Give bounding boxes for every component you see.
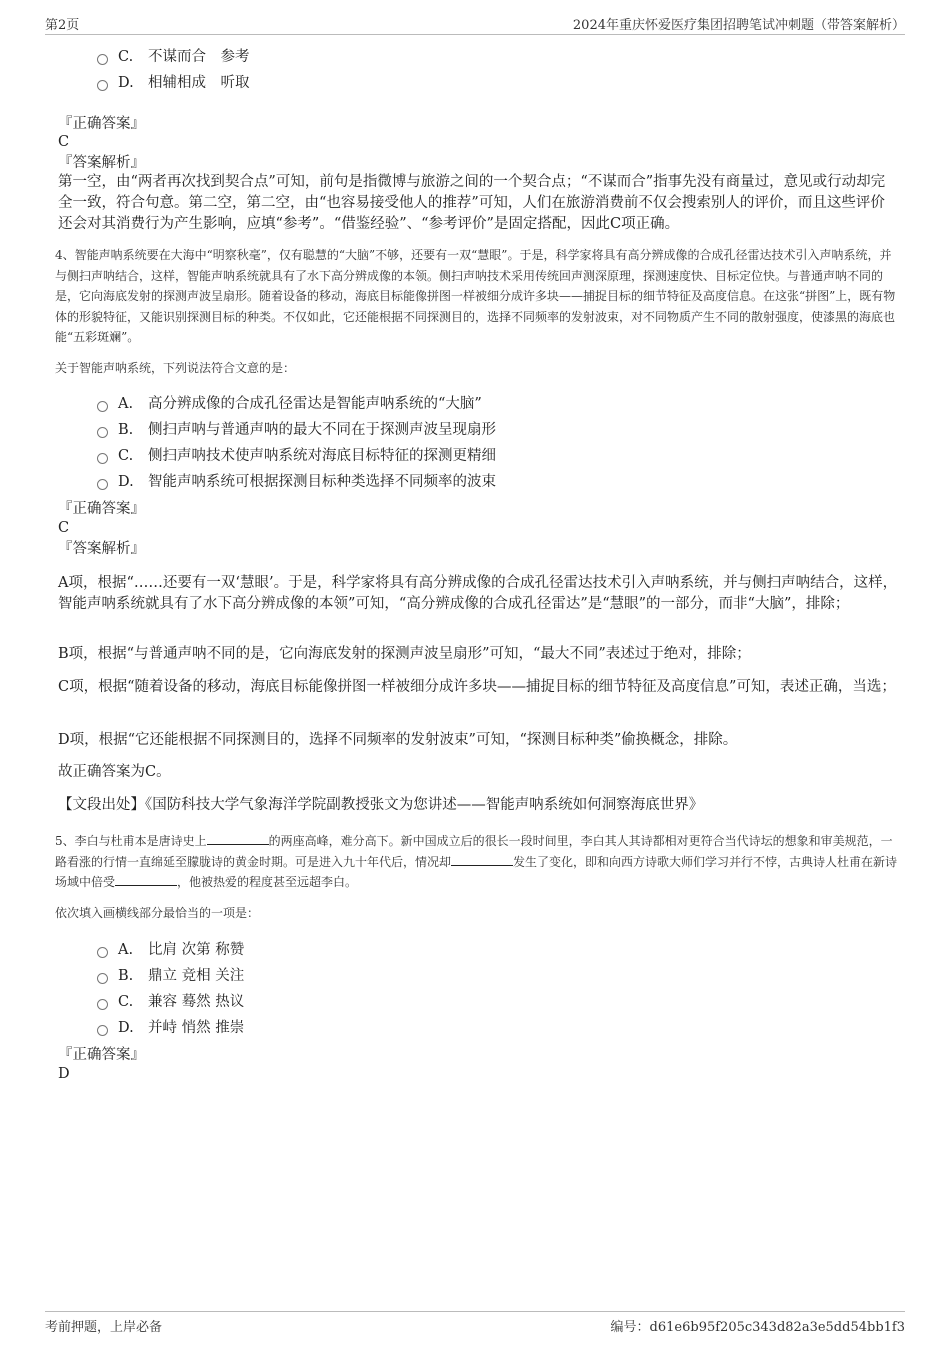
q5-option-a[interactable]: A. 比肩 次第 称赞 [97,940,244,960]
q4-question: 关于智能声呐系统，下列说法符合文意的是： [55,361,296,375]
radio-icon[interactable] [97,1025,108,1036]
q3-analysis: 第一空，由“两者再次找到契合点”可知，前句是指微博与旅游之间的一个契合点；“不谋而合”指事先没有商量过，意见或行动却完全一致，符合句意。第二空，第二空，由“也容易接受他人的推荐”可知，人们在旅游消费前不仅会搜索别人的评价，而且这些评价还会对其消费行为产生影响，应填“参考”。“借鉴经验”、“参考评价”是固定搭配，因此C项正确。 [58,174,886,232]
radio-icon[interactable] [97,80,108,91]
radio-icon[interactable] [97,973,108,984]
page-footer [45,1311,905,1337]
radio-icon[interactable] [97,999,108,1010]
q3-answer-label: 『正确答案』 [58,116,145,132]
document-code: 编号：d61e6b95f205c343d82a3e5dd54bb1f3 [610,1320,905,1335]
radio-icon[interactable] [97,401,108,412]
radio-icon[interactable] [97,479,108,490]
radio-icon[interactable] [97,453,108,464]
radio-icon[interactable] [97,947,108,958]
q4-source: 【文段出处】《国防科技大学气象海洋学院副教授张文为您讲述——智能声呐系统如何洞察海底世界》 [58,797,704,813]
q4-answer-label: 『正确答案』 [58,501,145,517]
q4-option-b[interactable]: B. 侧扫声呐与普通声呐的最大不同在于探测声波呈现扇形 [97,420,496,440]
q4-analysis-label: 『答案解析』 [58,541,145,557]
q5-option-c[interactable]: C. 兼容 蓦然 热议 [97,992,244,1012]
q4-analysis-d: D项，根据“它还能根据不同探测目的，选择不同频率的发射波束”可知，“探测目标种类”偷换概念，排除。 [58,732,738,748]
q3-option-d[interactable]: D. 相辅相成 听取 [97,73,250,93]
q4-answer: C [58,520,70,536]
q3-analysis-label: 『答案解析』 [58,155,145,171]
q4-option-c[interactable]: C. 侧扫声呐技术使声呐系统对海底目标特征的探测更精细 [97,446,496,466]
q4-option-a[interactable]: A. 高分辨成像的合成孔径雷达是智能声呐系统的“大脑” [97,394,482,414]
q4-analysis-a: A项，根据“……还要有一双‘慧眼’。于是，科学家将具有高分辨成像的合成孔径雷达技术引入声呐系统，并与侧扫声呐结合，这样，智能声呐系统就具有了水下高分辨成像的本领”可知，“高分辨成像的合成孔径雷达”是“慧眼”的一部分，而非“大脑”，排除； [58,575,898,612]
page-header [45,14,905,35]
q5-passage: 5、李白与杜甫本是唐诗史上 的两座高峰，难分高下。新中国成立后的很长一段时间里，李白其人其诗都相对更符合当代诗坛的想象和审美规范，一路看涨的行情一直绵延至朦胧诗的黄金时期。可是进入九十年代后，情况却 发生了变化，即和向西方诗歌大师们学习并行不悖，古典诗人杜甫在新诗场域中倍受 ，他被热爱的程度甚至远超李白。 [55,831,900,893]
document-title: 2024年重庆怀爱医疗集团招聘笔试冲刺题（带答案解析） [572,18,905,33]
q5-answer: D [58,1066,70,1082]
q3-answer: C [58,134,70,150]
q4-conclusion: 故正确答案为C。 [58,764,171,780]
footer-slogan: 考前押题，上岸必备 [45,1320,163,1335]
radio-icon[interactable] [97,427,108,438]
fill-blank [207,831,269,845]
q4-analysis-b: B项，根据“与普通声呐不同的是，它向海底发射的探测声波呈扇形”可知，“最大不同”表述过于绝对，排除； [58,646,751,662]
page-number: 第2页 [45,18,80,33]
q4-option-d[interactable]: D. 智能声呐系统可根据探测目标种类选择不同频率的波束 [97,472,496,492]
q4-analysis-c: C项，根据“随着设备的移动，海底目标能像拼图一样被细分成许多块——捕捉目标的细节特征及高度信息”可知，表述正确，当选； [58,679,896,695]
q3-option-c[interactable]: C. 不谋而合 参考 [97,47,250,67]
q4-passage: 4、智能声呐系统要在大海中“明察秋毫”，仅有聪慧的“大脑”不够，还要有一双“慧眼”。于是，科学家将具有高分辨成像的合成孔径雷达技术引入声呐系统，并与侧扫声呐结合，这样，智能声呐系统就具有了水下高分辨成像的本领。侧扫声呐技术采用传统回声测深原理，探测速度快、目标定位快。与普通声呐不同的是，它向海底发射的探测声波呈扇形。随着设备的移动，海底目标能像拼图一样被细分成许多块——捕捉目标的细节特征及高度信息。在这张“拼图”上，既有物体的形貌特征，又能识别探测目标的种类。不仅如此，它还能根据不同探测目的，选择不同频率的发射波束，对不同物质产生不同的散射强度，使漆黑的海底也能“五彩斑斓”。 [55,248,896,344]
radio-icon[interactable] [97,54,108,65]
q5-option-b[interactable]: B. 鼎立 竞相 关注 [97,966,244,986]
q5-answer-label: 『正确答案』 [58,1047,145,1063]
q5-question: 依次填入画横线部分最恰当的一项是： [55,906,260,920]
fill-blank [451,852,513,866]
fill-blank [115,872,177,886]
q5-option-d[interactable]: D. 并峙 悄然 推崇 [97,1018,244,1038]
